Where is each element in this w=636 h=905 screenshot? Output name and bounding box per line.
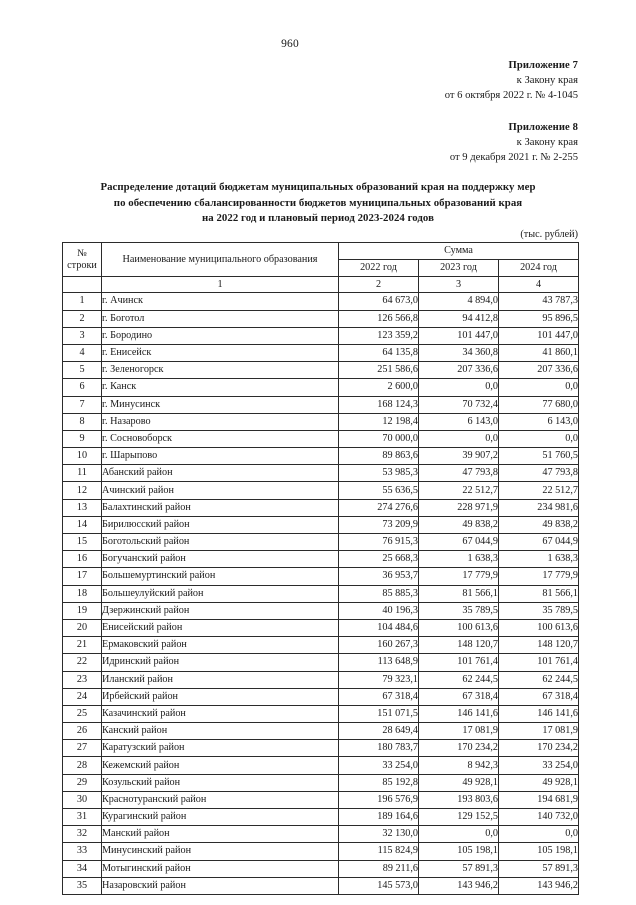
value-2024: 62 244,5 bbox=[499, 671, 579, 688]
municipality-name: Козульский район bbox=[102, 774, 339, 791]
row-number: 11 bbox=[63, 465, 102, 482]
municipality-name: Кежемский район bbox=[102, 757, 339, 774]
table-row bbox=[63, 448, 579, 465]
value-2022: 168 124,3 bbox=[339, 396, 419, 413]
table-row bbox=[63, 482, 579, 499]
value-2022: 64 673,0 bbox=[339, 293, 419, 310]
value-2024: 101 761,4 bbox=[499, 654, 579, 671]
value-2024: 148 120,7 bbox=[499, 637, 579, 654]
value-2024: 143 946,2 bbox=[499, 877, 579, 894]
value-2022: 67 318,4 bbox=[339, 688, 419, 705]
municipality-name: г. Ачинск bbox=[102, 293, 339, 310]
municipality-name: г. Сосновоборск bbox=[102, 430, 339, 447]
row-number: 4 bbox=[63, 344, 102, 361]
row-number: 34 bbox=[63, 860, 102, 877]
value-2024: 6 143,0 bbox=[499, 413, 579, 430]
row-number: 25 bbox=[63, 705, 102, 722]
value-2024: 49 928,1 bbox=[499, 774, 579, 791]
value-2023: 39 907,2 bbox=[419, 448, 499, 465]
row-number: 23 bbox=[63, 671, 102, 688]
table-row bbox=[63, 344, 579, 361]
page-title bbox=[0, 180, 636, 227]
municipality-name: Идринский район bbox=[102, 654, 339, 671]
row-number: 24 bbox=[63, 688, 102, 705]
table-row bbox=[63, 877, 579, 894]
table-row bbox=[63, 619, 579, 636]
municipality-name: Иланский район bbox=[102, 671, 339, 688]
row-number: 14 bbox=[63, 516, 102, 533]
value-2023: 17 779,9 bbox=[419, 568, 499, 585]
municipality-name: Енисейский район bbox=[102, 619, 339, 636]
table-row bbox=[63, 705, 579, 722]
value-2023: 67 318,4 bbox=[419, 688, 499, 705]
row-number: 20 bbox=[63, 619, 102, 636]
value-2023: 6 143,0 bbox=[419, 413, 499, 430]
value-2022: 70 000,0 bbox=[339, 430, 419, 447]
value-2024: 81 566,1 bbox=[499, 585, 579, 602]
value-2023: 0,0 bbox=[419, 430, 499, 447]
municipality-name: Дзержинский район bbox=[102, 602, 339, 619]
value-2024: 49 838,2 bbox=[499, 516, 579, 533]
row-number: 6 bbox=[63, 379, 102, 396]
colnum-1: 1 bbox=[102, 277, 339, 293]
value-2024: 105 198,1 bbox=[499, 843, 579, 860]
header-year-2022: 2022 год bbox=[339, 260, 419, 277]
value-2022: 32 130,0 bbox=[339, 826, 419, 843]
row-number: 32 bbox=[63, 826, 102, 843]
value-2022: 36 953,7 bbox=[339, 568, 419, 585]
value-2022: 25 668,3 bbox=[339, 551, 419, 568]
municipality-name: Балахтинский район bbox=[102, 499, 339, 516]
value-2024: 1 638,3 bbox=[499, 551, 579, 568]
row-number: 35 bbox=[63, 877, 102, 894]
table-row bbox=[63, 774, 579, 791]
table-row bbox=[63, 826, 579, 843]
value-2022: 196 576,9 bbox=[339, 791, 419, 808]
row-number: 15 bbox=[63, 534, 102, 551]
value-2024: 33 254,0 bbox=[499, 757, 579, 774]
value-2024: 67 318,4 bbox=[499, 688, 579, 705]
value-2024: 57 891,3 bbox=[499, 860, 579, 877]
value-2023: 101 761,4 bbox=[419, 654, 499, 671]
page-title-line-3: на 2022 год и плановый период 2023-2024 годов bbox=[202, 212, 434, 225]
value-2022: 12 198,4 bbox=[339, 413, 419, 430]
value-2024: 17 081,9 bbox=[499, 723, 579, 740]
value-2024: 194 681,9 bbox=[499, 791, 579, 808]
row-number: 12 bbox=[63, 482, 102, 499]
row-number: 21 bbox=[63, 637, 102, 654]
table-column-number-row bbox=[63, 277, 579, 293]
table-row bbox=[63, 740, 579, 757]
table-row bbox=[63, 327, 579, 344]
value-2024: 41 860,1 bbox=[499, 344, 579, 361]
value-2024: 101 447,0 bbox=[499, 327, 579, 344]
value-2023: 0,0 bbox=[419, 379, 499, 396]
row-number: 3 bbox=[63, 327, 102, 344]
value-2024: 77 680,0 bbox=[499, 396, 579, 413]
value-2022: 151 071,5 bbox=[339, 705, 419, 722]
municipality-name: Казачинский район bbox=[102, 705, 339, 722]
value-2024: 17 779,9 bbox=[499, 568, 579, 585]
value-2023: 143 946,2 bbox=[419, 877, 499, 894]
distribution-table bbox=[62, 242, 579, 895]
appendix-8-law: к Закону края bbox=[516, 137, 578, 149]
row-number: 10 bbox=[63, 448, 102, 465]
row-number: 8 bbox=[63, 413, 102, 430]
appendix-reference-8 bbox=[450, 120, 578, 166]
row-number: 9 bbox=[63, 430, 102, 447]
row-number: 18 bbox=[63, 585, 102, 602]
value-2023: 0,0 bbox=[419, 826, 499, 843]
value-2024: 43 787,3 bbox=[499, 293, 579, 310]
value-2022: 55 636,5 bbox=[339, 482, 419, 499]
row-number: 5 bbox=[63, 362, 102, 379]
value-2023: 4 894,0 bbox=[419, 293, 499, 310]
municipality-name: г. Канск bbox=[102, 379, 339, 396]
value-2023: 47 793,8 bbox=[419, 465, 499, 482]
table-row bbox=[63, 671, 579, 688]
value-2022: 85 885,3 bbox=[339, 585, 419, 602]
value-2024: 0,0 bbox=[499, 826, 579, 843]
municipality-name: Большеулуйский район bbox=[102, 585, 339, 602]
table-row bbox=[63, 723, 579, 740]
municipality-name: Ермаковский район bbox=[102, 637, 339, 654]
value-2024: 35 789,5 bbox=[499, 602, 579, 619]
value-2022: 79 323,1 bbox=[339, 671, 419, 688]
row-number: 28 bbox=[63, 757, 102, 774]
value-2022: 64 135,8 bbox=[339, 344, 419, 361]
row-number: 7 bbox=[63, 396, 102, 413]
header-row-number-line2: строки bbox=[67, 259, 97, 271]
table-row bbox=[63, 534, 579, 551]
header-row-number-line1: № bbox=[77, 247, 87, 259]
appendix-8-date: от 9 декабря 2021 г. № 2-255 bbox=[449, 152, 578, 164]
table-row bbox=[63, 465, 579, 482]
value-2022: 145 573,0 bbox=[339, 877, 419, 894]
distribution-table-wrapper bbox=[62, 242, 578, 895]
value-2024: 146 141,6 bbox=[499, 705, 579, 722]
value-2024: 140 732,0 bbox=[499, 809, 579, 826]
value-2022: 126 566,8 bbox=[339, 310, 419, 327]
value-2022: 40 196,3 bbox=[339, 602, 419, 619]
value-2023: 49 928,1 bbox=[419, 774, 499, 791]
appendix-7-date: от 6 октября 2022 г. № 4-1045 bbox=[444, 90, 578, 102]
table-row bbox=[63, 568, 579, 585]
page-title-line-1: Распределение дотаций бюджетам муниципальных образований края на поддержку мер bbox=[100, 181, 536, 193]
colnum-3: 3 bbox=[419, 277, 499, 293]
colnum-0 bbox=[63, 277, 102, 293]
municipality-name: г. Минусинск bbox=[102, 396, 339, 413]
value-2023: 70 732,4 bbox=[419, 396, 499, 413]
row-number: 17 bbox=[63, 568, 102, 585]
page-title-line-2: по обеспечению сбалансированности бюджетов муниципальных образований края bbox=[113, 196, 523, 209]
municipality-name: г. Бородино bbox=[102, 327, 339, 344]
municipality-name: Богучанский район bbox=[102, 551, 339, 568]
value-2024: 234 981,6 bbox=[499, 499, 579, 516]
value-2023: 49 838,2 bbox=[419, 516, 499, 533]
units-note: (тыс. рублей) bbox=[520, 229, 578, 240]
table-row bbox=[63, 585, 579, 602]
value-2023: 94 412,8 bbox=[419, 310, 499, 327]
header-year-2024: 2024 год bbox=[499, 260, 579, 277]
municipality-name: Курагинский район bbox=[102, 809, 339, 826]
table-row bbox=[63, 688, 579, 705]
value-2023: 101 447,0 bbox=[419, 327, 499, 344]
value-2022: 73 209,9 bbox=[339, 516, 419, 533]
value-2022: 115 824,9 bbox=[339, 843, 419, 860]
row-number: 19 bbox=[63, 602, 102, 619]
table-row bbox=[63, 516, 579, 533]
value-2024: 51 760,5 bbox=[499, 448, 579, 465]
table-row bbox=[63, 413, 579, 430]
row-number: 29 bbox=[63, 774, 102, 791]
value-2022: 104 484,6 bbox=[339, 619, 419, 636]
municipality-name: Назаровский район bbox=[102, 877, 339, 894]
appendix-7-law: к Закону края bbox=[516, 75, 578, 87]
table-head bbox=[63, 243, 579, 293]
value-2023: 22 512,7 bbox=[419, 482, 499, 499]
row-number: 31 bbox=[63, 809, 102, 826]
municipality-name: г. Шарыпово bbox=[102, 448, 339, 465]
value-2023: 62 244,5 bbox=[419, 671, 499, 688]
value-2022: 189 164,6 bbox=[339, 809, 419, 826]
value-2022: 123 359,2 bbox=[339, 327, 419, 344]
municipality-name: Канский район bbox=[102, 723, 339, 740]
header-year-2023: 2023 год bbox=[419, 260, 499, 277]
value-2023: 129 152,5 bbox=[419, 809, 499, 826]
municipality-name: Минусинский район bbox=[102, 843, 339, 860]
value-2023: 8 942,3 bbox=[419, 757, 499, 774]
row-number: 1 bbox=[63, 293, 102, 310]
value-2023: 57 891,3 bbox=[419, 860, 499, 877]
row-number: 16 bbox=[63, 551, 102, 568]
value-2023: 228 971,9 bbox=[419, 499, 499, 516]
municipality-name: Абанский район bbox=[102, 465, 339, 482]
table-row bbox=[63, 310, 579, 327]
table-row bbox=[63, 637, 579, 654]
table-row bbox=[63, 362, 579, 379]
header-municipality-name: Наименование муниципального образования bbox=[102, 243, 339, 277]
value-2022: 274 276,6 bbox=[339, 499, 419, 516]
value-2024: 207 336,6 bbox=[499, 362, 579, 379]
table-row bbox=[63, 602, 579, 619]
value-2024: 47 793,8 bbox=[499, 465, 579, 482]
appendix-8-title: Приложение 8 bbox=[508, 122, 578, 133]
row-number: 26 bbox=[63, 723, 102, 740]
value-2022: 89 863,6 bbox=[339, 448, 419, 465]
value-2023: 17 081,9 bbox=[419, 723, 499, 740]
value-2023: 148 120,7 bbox=[419, 637, 499, 654]
row-number: 33 bbox=[63, 843, 102, 860]
value-2023: 1 638,3 bbox=[419, 551, 499, 568]
value-2023: 170 234,2 bbox=[419, 740, 499, 757]
value-2022: 180 783,7 bbox=[339, 740, 419, 757]
value-2022: 33 254,0 bbox=[339, 757, 419, 774]
table-body bbox=[63, 293, 579, 895]
value-2022: 2 600,0 bbox=[339, 379, 419, 396]
value-2023: 34 360,8 bbox=[419, 344, 499, 361]
value-2023: 35 789,5 bbox=[419, 602, 499, 619]
header-row-number bbox=[63, 243, 102, 277]
value-2023: 207 336,6 bbox=[419, 362, 499, 379]
municipality-name: Боготольский район bbox=[102, 534, 339, 551]
municipality-name: Мотыгинский район bbox=[102, 860, 339, 877]
municipality-name: г. Боготол bbox=[102, 310, 339, 327]
value-2023: 67 044,9 bbox=[419, 534, 499, 551]
value-2022: 160 267,3 bbox=[339, 637, 419, 654]
municipality-name: Бирилюсский район bbox=[102, 516, 339, 533]
value-2024: 67 044,9 bbox=[499, 534, 579, 551]
row-number: 30 bbox=[63, 791, 102, 808]
header-sum: Сумма bbox=[339, 243, 579, 260]
colnum-2: 2 bbox=[339, 277, 419, 293]
table-row bbox=[63, 791, 579, 808]
value-2022: 76 915,3 bbox=[339, 534, 419, 551]
table-row bbox=[63, 379, 579, 396]
page-number: 960 bbox=[281, 38, 299, 50]
municipality-name: Большемуртинский район bbox=[102, 568, 339, 585]
municipality-name: Каратузский район bbox=[102, 740, 339, 757]
municipality-name: г. Зеленогорск bbox=[102, 362, 339, 379]
municipality-name: г. Назарово bbox=[102, 413, 339, 430]
value-2023: 193 803,6 bbox=[419, 791, 499, 808]
value-2023: 146 141,6 bbox=[419, 705, 499, 722]
table-header-row-main bbox=[63, 243, 579, 260]
municipality-name: г. Енисейск bbox=[102, 344, 339, 361]
value-2023: 100 613,6 bbox=[419, 619, 499, 636]
table-row bbox=[63, 293, 579, 310]
value-2024: 0,0 bbox=[499, 379, 579, 396]
value-2022: 28 649,4 bbox=[339, 723, 419, 740]
table-row bbox=[63, 860, 579, 877]
row-number: 27 bbox=[63, 740, 102, 757]
value-2023: 81 566,1 bbox=[419, 585, 499, 602]
table-row bbox=[63, 396, 579, 413]
value-2024: 0,0 bbox=[499, 430, 579, 447]
value-2022: 85 192,8 bbox=[339, 774, 419, 791]
table-row bbox=[63, 843, 579, 860]
table-row bbox=[63, 499, 579, 516]
municipality-name: Краснотуранский район bbox=[102, 791, 339, 808]
municipality-name: Ирбейский район bbox=[102, 688, 339, 705]
value-2024: 170 234,2 bbox=[499, 740, 579, 757]
value-2022: 113 648,9 bbox=[339, 654, 419, 671]
appendix-reference-7 bbox=[445, 58, 578, 104]
value-2022: 89 211,6 bbox=[339, 860, 419, 877]
municipality-name: Манский район bbox=[102, 826, 339, 843]
appendix-7-title: Приложение 7 bbox=[508, 60, 578, 71]
municipality-name: Ачинский район bbox=[102, 482, 339, 499]
colnum-4: 4 bbox=[499, 277, 579, 293]
value-2024: 95 896,5 bbox=[499, 310, 579, 327]
value-2022: 53 985,3 bbox=[339, 465, 419, 482]
row-number: 2 bbox=[63, 310, 102, 327]
value-2024: 22 512,7 bbox=[499, 482, 579, 499]
table-row bbox=[63, 551, 579, 568]
row-number: 13 bbox=[63, 499, 102, 516]
value-2022: 251 586,6 bbox=[339, 362, 419, 379]
value-2024: 100 613,6 bbox=[499, 619, 579, 636]
table-row bbox=[63, 430, 579, 447]
table-row bbox=[63, 757, 579, 774]
row-number: 22 bbox=[63, 654, 102, 671]
value-2023: 105 198,1 bbox=[419, 843, 499, 860]
table-row bbox=[63, 654, 579, 671]
table-row bbox=[63, 809, 579, 826]
